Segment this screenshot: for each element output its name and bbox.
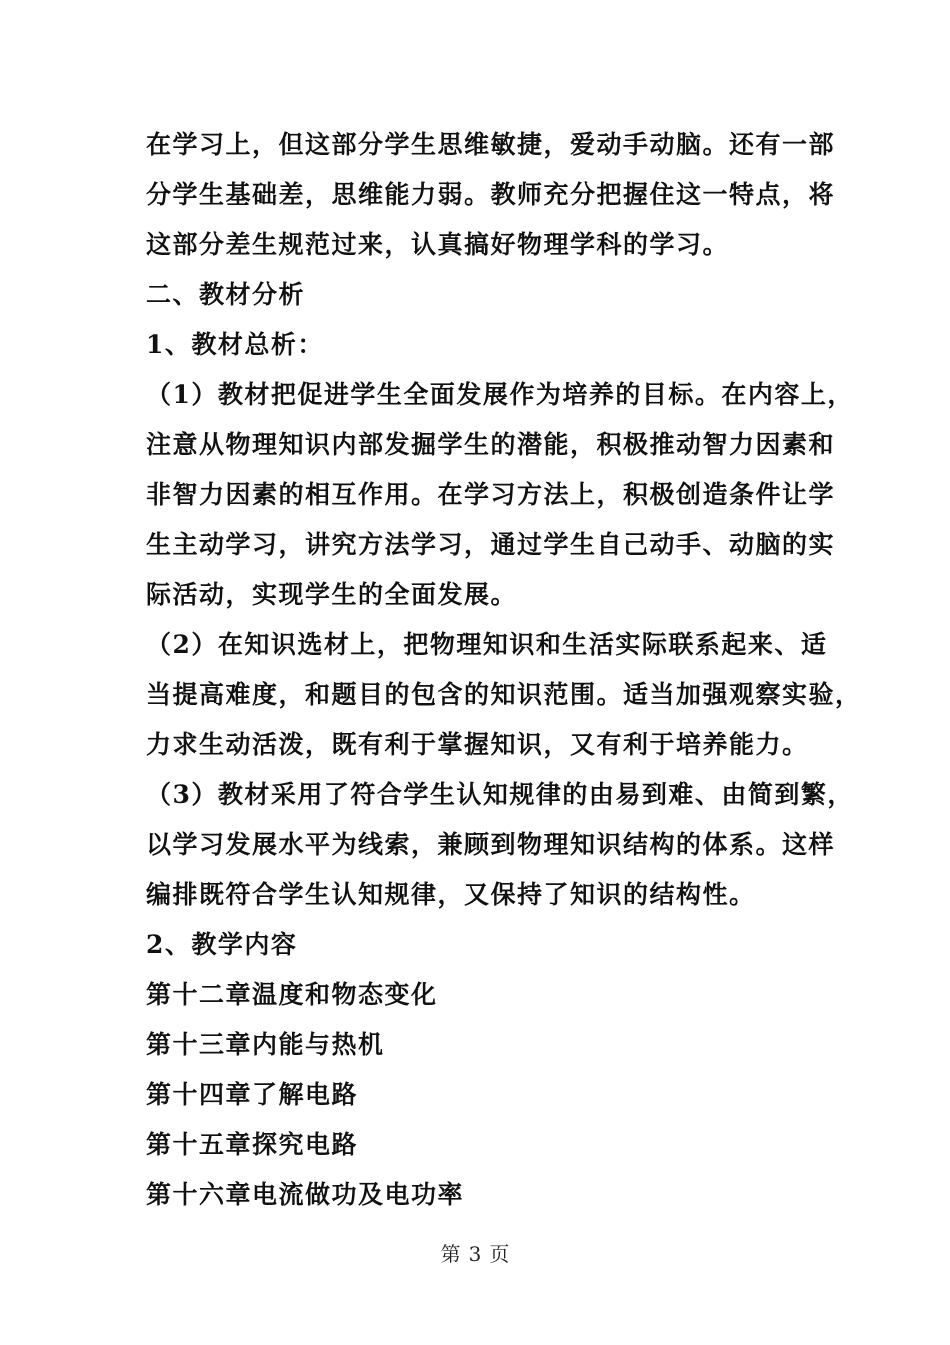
text-line-8: 非智力因素的相互作用。在学习方法上，积极创造条件让学 [146, 480, 836, 509]
text-line-12: 当提高难度，和题目的包含的知识范围。适当加强观察实验， [146, 680, 862, 709]
text-line-15: 以学习发展水平为线索，兼顾到物理知识结构的体系。这样 [146, 830, 836, 859]
text-line-16: 编排既符合学生认知规律，又保持了知识的结构性。 [146, 880, 756, 909]
chapter-item-13: 第十三章内能与热机 [146, 1030, 385, 1059]
text-line-3: 这部分差生规范过来，认真搞好物理学科的学习。 [146, 230, 730, 259]
section-heading-textbook-analysis: 二、教材分析 [146, 280, 306, 309]
chapter-item-12: 第十二章温度和物态变化 [146, 980, 438, 1009]
text-line-6: （1）教材把促进学生全面发展作为培养的目标。在内容上， [146, 380, 854, 409]
text-line-10: 际活动，实现学生的全面发展。 [146, 580, 518, 609]
chapter-item-16: 第十六章电流做功及电功率 [146, 1180, 465, 1209]
chapter-item-15: 第十五章探究电路 [146, 1130, 359, 1159]
subsection-heading-overview: 1、教材总析： [146, 330, 324, 359]
page-footer-prefix: 第 [440, 1242, 461, 1266]
subsection-heading-teaching-content: 2、教学内容 [146, 930, 298, 959]
page-footer-suffix: 页 [489, 1242, 510, 1266]
text-line-9: 生主动学习，讲究方法学习，通过学生自己动手、动脑的实 [146, 530, 836, 559]
text-line-2: 分学生基础差，思维能力弱。教师充分把握住这一特点，将 [146, 180, 836, 209]
page-number: 3 [468, 1242, 482, 1266]
text-line-7: 注意从物理知识内部发掘学生的潜能，积极推动智力因素和 [146, 430, 836, 459]
chapter-item-14: 第十四章了解电路 [146, 1080, 359, 1109]
text-line-1: 在学习上，但这部分学生思维敏捷，爱动手动脑。还有一部 [146, 130, 836, 159]
page-footer [0, 1238, 950, 1267]
text-line-11: （2）在知识选材上，把物理知识和生活实际联系起来、适 [146, 630, 828, 659]
text-line-14: （3）教材采用了符合学生认知规律的由易到难、由简到繁， [146, 780, 854, 809]
text-line-13: 力求生动活泼，既有利于掌握知识，又有利于培养能力。 [146, 730, 809, 759]
document-body [146, 120, 862, 1220]
